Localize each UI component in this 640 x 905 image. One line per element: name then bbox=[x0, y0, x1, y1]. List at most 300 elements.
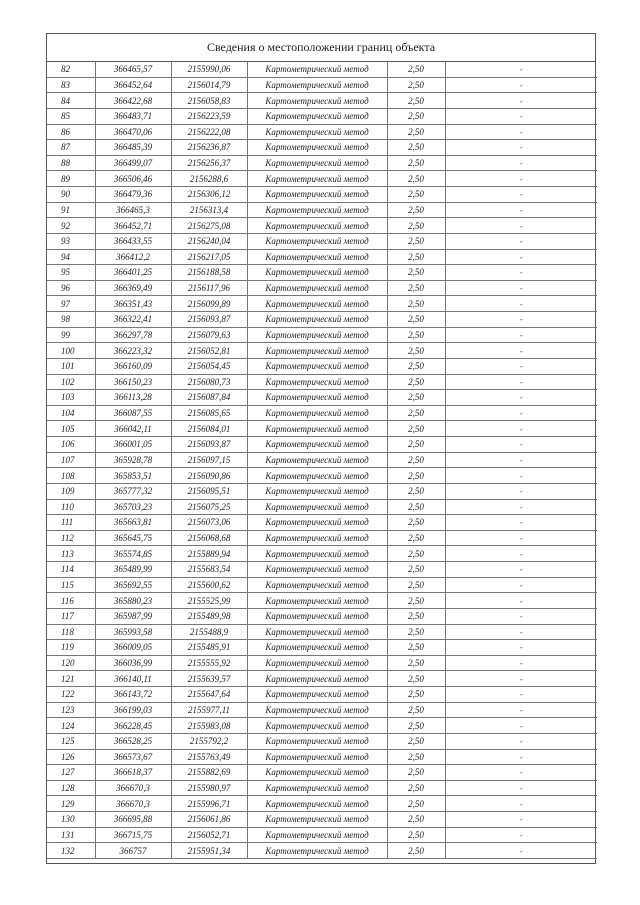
method-cell: Картометрический метод bbox=[247, 562, 387, 578]
table-title: Сведения о местоположении границ объекта bbox=[47, 34, 595, 62]
y-coordinate-cell: 2156068,68 bbox=[171, 530, 247, 546]
y-coordinate-cell: 2156222,08 bbox=[171, 124, 247, 140]
point-number-cell: 90 bbox=[47, 187, 95, 203]
x-coordinate-cell: 366483,71 bbox=[95, 108, 171, 124]
y-coordinate-cell: 2155488,9 bbox=[171, 624, 247, 640]
point-number-cell: 115 bbox=[47, 577, 95, 593]
x-coordinate-cell: 366297,78 bbox=[95, 327, 171, 343]
accuracy-cell: 2,50 bbox=[387, 483, 445, 499]
method-cell: Картометрический метод bbox=[247, 733, 387, 749]
method-cell: Картометрический метод bbox=[247, 780, 387, 796]
dash-cell: - bbox=[445, 718, 597, 734]
x-coordinate-cell: 366140,11 bbox=[95, 671, 171, 687]
table-row bbox=[47, 405, 597, 421]
point-number-cell: 86 bbox=[47, 124, 95, 140]
accuracy-cell: 2,50 bbox=[387, 530, 445, 546]
y-coordinate-cell: 2155889,94 bbox=[171, 546, 247, 562]
table-row bbox=[47, 390, 597, 406]
accuracy-cell: 2,50 bbox=[387, 437, 445, 453]
x-coordinate-cell: 366695,88 bbox=[95, 812, 171, 828]
table-row bbox=[47, 124, 597, 140]
method-cell: Картометрический метод bbox=[247, 421, 387, 437]
method-cell: Картометрический метод bbox=[247, 265, 387, 281]
method-cell: Картометрический метод bbox=[247, 765, 387, 781]
table-row bbox=[47, 515, 597, 531]
y-coordinate-cell: 2156099,89 bbox=[171, 296, 247, 312]
y-coordinate-cell: 2156058,83 bbox=[171, 93, 247, 109]
x-coordinate-cell: 365692,55 bbox=[95, 577, 171, 593]
x-coordinate-cell: 365645,75 bbox=[95, 530, 171, 546]
table-row bbox=[47, 812, 597, 828]
y-coordinate-cell: 2155489,98 bbox=[171, 608, 247, 624]
method-cell: Картометрический метод bbox=[247, 624, 387, 640]
point-number-cell: 121 bbox=[47, 671, 95, 687]
accuracy-cell: 2,50 bbox=[387, 562, 445, 578]
point-number-cell: 103 bbox=[47, 390, 95, 406]
dash-cell: - bbox=[445, 749, 597, 765]
dash-cell: - bbox=[445, 437, 597, 453]
accuracy-cell: 2,50 bbox=[387, 843, 445, 859]
y-coordinate-cell: 2156061,86 bbox=[171, 812, 247, 828]
point-number-cell: 108 bbox=[47, 468, 95, 484]
table-row bbox=[47, 452, 597, 468]
accuracy-cell: 2,50 bbox=[387, 108, 445, 124]
method-cell: Картометрический метод bbox=[247, 671, 387, 687]
x-coordinate-cell: 365987,99 bbox=[95, 608, 171, 624]
accuracy-cell: 2,50 bbox=[387, 343, 445, 359]
y-coordinate-cell: 2155647,64 bbox=[171, 687, 247, 703]
table-row bbox=[47, 718, 597, 734]
x-coordinate-cell: 366485,39 bbox=[95, 140, 171, 156]
table-row bbox=[47, 546, 597, 562]
point-number-cell: 85 bbox=[47, 108, 95, 124]
table-row bbox=[47, 296, 597, 312]
method-cell: Картометрический метод bbox=[247, 608, 387, 624]
table-row bbox=[47, 249, 597, 265]
y-coordinate-cell: 2156097,15 bbox=[171, 452, 247, 468]
dash-cell: - bbox=[445, 515, 597, 531]
method-cell: Картометрический метод bbox=[247, 515, 387, 531]
boundary-table-frame bbox=[46, 33, 596, 864]
dash-cell: - bbox=[445, 843, 597, 859]
point-number-cell: 98 bbox=[47, 312, 95, 328]
point-number-cell: 112 bbox=[47, 530, 95, 546]
accuracy-cell: 2,50 bbox=[387, 233, 445, 249]
point-number-cell: 107 bbox=[47, 452, 95, 468]
method-cell: Картометрический метод bbox=[247, 390, 387, 406]
x-coordinate-cell: 366528,25 bbox=[95, 733, 171, 749]
table-row bbox=[47, 499, 597, 515]
table-row bbox=[47, 655, 597, 671]
accuracy-cell: 2,50 bbox=[387, 374, 445, 390]
x-coordinate-cell: 365993,58 bbox=[95, 624, 171, 640]
x-coordinate-cell: 366618,37 bbox=[95, 765, 171, 781]
y-coordinate-cell: 2156075,25 bbox=[171, 499, 247, 515]
point-number-cell: 129 bbox=[47, 796, 95, 812]
y-coordinate-cell: 2156079,63 bbox=[171, 327, 247, 343]
dash-cell: - bbox=[445, 249, 597, 265]
point-number-cell: 83 bbox=[47, 77, 95, 93]
accuracy-cell: 2,50 bbox=[387, 733, 445, 749]
x-coordinate-cell: 365663,81 bbox=[95, 515, 171, 531]
x-coordinate-cell: 366470,06 bbox=[95, 124, 171, 140]
accuracy-cell: 2,50 bbox=[387, 780, 445, 796]
point-number-cell: 111 bbox=[47, 515, 95, 531]
table-row bbox=[47, 671, 597, 687]
y-coordinate-cell: 2155683,54 bbox=[171, 562, 247, 578]
point-number-cell: 100 bbox=[47, 343, 95, 359]
point-number-cell: 106 bbox=[47, 437, 95, 453]
y-coordinate-cell: 2156223,59 bbox=[171, 108, 247, 124]
x-coordinate-cell: 366401,25 bbox=[95, 265, 171, 281]
point-number-cell: 82 bbox=[47, 62, 95, 77]
point-number-cell: 128 bbox=[47, 780, 95, 796]
point-number-cell: 113 bbox=[47, 546, 95, 562]
point-number-cell: 125 bbox=[47, 733, 95, 749]
point-number-cell: 93 bbox=[47, 233, 95, 249]
accuracy-cell: 2,50 bbox=[387, 593, 445, 609]
dash-cell: - bbox=[445, 233, 597, 249]
dash-cell: - bbox=[445, 358, 597, 374]
dash-cell: - bbox=[445, 187, 597, 203]
y-coordinate-cell: 2155951,34 bbox=[171, 843, 247, 859]
accuracy-cell: 2,50 bbox=[387, 577, 445, 593]
accuracy-cell: 2,50 bbox=[387, 468, 445, 484]
method-cell: Картометрический метод bbox=[247, 452, 387, 468]
dash-cell: - bbox=[445, 765, 597, 781]
dash-cell: - bbox=[445, 702, 597, 718]
x-coordinate-cell: 366670,3 bbox=[95, 780, 171, 796]
x-coordinate-cell: 366087,55 bbox=[95, 405, 171, 421]
table-row bbox=[47, 218, 597, 234]
method-cell: Картометрический метод bbox=[247, 812, 387, 828]
dash-cell: - bbox=[445, 483, 597, 499]
table-row bbox=[47, 77, 597, 93]
method-cell: Картометрический метод bbox=[247, 358, 387, 374]
point-number-cell: 99 bbox=[47, 327, 95, 343]
y-coordinate-cell: 2156090,86 bbox=[171, 468, 247, 484]
accuracy-cell: 2,50 bbox=[387, 608, 445, 624]
y-coordinate-cell: 2155977,11 bbox=[171, 702, 247, 718]
x-coordinate-cell: 366422,68 bbox=[95, 93, 171, 109]
y-coordinate-cell: 2156080,73 bbox=[171, 374, 247, 390]
table-row bbox=[47, 421, 597, 437]
accuracy-cell: 2,50 bbox=[387, 187, 445, 203]
method-cell: Картометрический метод bbox=[247, 77, 387, 93]
accuracy-cell: 2,50 bbox=[387, 265, 445, 281]
point-number-cell: 117 bbox=[47, 608, 95, 624]
dash-cell: - bbox=[445, 218, 597, 234]
x-coordinate-cell: 366228,45 bbox=[95, 718, 171, 734]
x-coordinate-cell: 366715,75 bbox=[95, 827, 171, 843]
x-coordinate-cell: 366757 bbox=[95, 843, 171, 859]
y-coordinate-cell: 2155555,92 bbox=[171, 655, 247, 671]
point-number-cell: 92 bbox=[47, 218, 95, 234]
method-cell: Картометрический метод bbox=[247, 468, 387, 484]
x-coordinate-cell: 365777,32 bbox=[95, 483, 171, 499]
method-cell: Картометрический метод bbox=[247, 218, 387, 234]
dash-cell: - bbox=[445, 312, 597, 328]
point-number-cell: 101 bbox=[47, 358, 95, 374]
method-cell: Картометрический метод bbox=[247, 530, 387, 546]
dash-cell: - bbox=[445, 687, 597, 703]
dash-cell: - bbox=[445, 140, 597, 156]
y-coordinate-cell: 2156014,79 bbox=[171, 77, 247, 93]
dash-cell: - bbox=[445, 655, 597, 671]
y-coordinate-cell: 2156275,08 bbox=[171, 218, 247, 234]
dash-cell: - bbox=[445, 124, 597, 140]
table-row bbox=[47, 702, 597, 718]
accuracy-cell: 2,50 bbox=[387, 827, 445, 843]
method-cell: Картометрический метод bbox=[247, 124, 387, 140]
point-number-cell: 95 bbox=[47, 265, 95, 281]
table-row bbox=[47, 202, 597, 218]
table-row bbox=[47, 530, 597, 546]
dash-cell: - bbox=[445, 390, 597, 406]
dash-cell: - bbox=[445, 546, 597, 562]
x-coordinate-cell: 366573,67 bbox=[95, 749, 171, 765]
coordinates-table-body bbox=[47, 62, 597, 858]
accuracy-cell: 2,50 bbox=[387, 421, 445, 437]
method-cell: Картометрический метод bbox=[247, 749, 387, 765]
method-cell: Картометрический метод bbox=[247, 296, 387, 312]
dash-cell: - bbox=[445, 280, 597, 296]
dash-cell: - bbox=[445, 77, 597, 93]
x-coordinate-cell: 366042,11 bbox=[95, 421, 171, 437]
method-cell: Картометрический метод bbox=[247, 202, 387, 218]
x-coordinate-cell: 366499,07 bbox=[95, 155, 171, 171]
table-row bbox=[47, 437, 597, 453]
accuracy-cell: 2,50 bbox=[387, 640, 445, 656]
table-row bbox=[47, 327, 597, 343]
accuracy-cell: 2,50 bbox=[387, 515, 445, 531]
table-row bbox=[47, 780, 597, 796]
point-number-cell: 124 bbox=[47, 718, 95, 734]
y-coordinate-cell: 2155980,97 bbox=[171, 780, 247, 796]
point-number-cell: 88 bbox=[47, 155, 95, 171]
x-coordinate-cell: 365880,23 bbox=[95, 593, 171, 609]
accuracy-cell: 2,50 bbox=[387, 452, 445, 468]
point-number-cell: 119 bbox=[47, 640, 95, 656]
point-number-cell: 127 bbox=[47, 765, 95, 781]
y-coordinate-cell: 2155983,08 bbox=[171, 718, 247, 734]
accuracy-cell: 2,50 bbox=[387, 671, 445, 687]
method-cell: Картометрический метод bbox=[247, 249, 387, 265]
table-row bbox=[47, 562, 597, 578]
dash-cell: - bbox=[445, 327, 597, 343]
x-coordinate-cell: 365928,78 bbox=[95, 452, 171, 468]
accuracy-cell: 2,50 bbox=[387, 62, 445, 77]
accuracy-cell: 2,50 bbox=[387, 749, 445, 765]
dash-cell: - bbox=[445, 796, 597, 812]
table-row bbox=[47, 312, 597, 328]
method-cell: Картометрический метод bbox=[247, 702, 387, 718]
accuracy-cell: 2,50 bbox=[387, 405, 445, 421]
y-coordinate-cell: 2156256,37 bbox=[171, 155, 247, 171]
x-coordinate-cell: 366433,55 bbox=[95, 233, 171, 249]
x-coordinate-cell: 366369,49 bbox=[95, 280, 171, 296]
table-row bbox=[47, 108, 597, 124]
dash-cell: - bbox=[445, 827, 597, 843]
point-number-cell: 126 bbox=[47, 749, 95, 765]
accuracy-cell: 2,50 bbox=[387, 77, 445, 93]
accuracy-cell: 2,50 bbox=[387, 327, 445, 343]
x-coordinate-cell: 366465,57 bbox=[95, 62, 171, 77]
accuracy-cell: 2,50 bbox=[387, 812, 445, 828]
y-coordinate-cell: 2156084,01 bbox=[171, 421, 247, 437]
table-row bbox=[47, 687, 597, 703]
y-coordinate-cell: 2156217,05 bbox=[171, 249, 247, 265]
y-coordinate-cell: 2156052,81 bbox=[171, 343, 247, 359]
accuracy-cell: 2,50 bbox=[387, 140, 445, 156]
dash-cell: - bbox=[445, 640, 597, 656]
dash-cell: - bbox=[445, 343, 597, 359]
dash-cell: - bbox=[445, 62, 597, 77]
y-coordinate-cell: 2155996,71 bbox=[171, 796, 247, 812]
y-coordinate-cell: 2156073,06 bbox=[171, 515, 247, 531]
table-row bbox=[47, 640, 597, 656]
table-row bbox=[47, 827, 597, 843]
table-row bbox=[47, 733, 597, 749]
method-cell: Картометрический метод bbox=[247, 483, 387, 499]
method-cell: Картометрический метод bbox=[247, 171, 387, 187]
dash-cell: - bbox=[445, 405, 597, 421]
accuracy-cell: 2,50 bbox=[387, 93, 445, 109]
method-cell: Картометрический метод bbox=[247, 827, 387, 843]
accuracy-cell: 2,50 bbox=[387, 218, 445, 234]
table-row bbox=[47, 155, 597, 171]
table-row bbox=[47, 358, 597, 374]
point-number-cell: 118 bbox=[47, 624, 95, 640]
method-cell: Картометрический метод bbox=[247, 327, 387, 343]
method-cell: Картометрический метод bbox=[247, 155, 387, 171]
method-cell: Картометрический метод bbox=[247, 187, 387, 203]
coordinates-table bbox=[47, 62, 597, 859]
method-cell: Картометрический метод bbox=[247, 687, 387, 703]
table-row bbox=[47, 749, 597, 765]
table-row bbox=[47, 374, 597, 390]
y-coordinate-cell: 2156306,12 bbox=[171, 187, 247, 203]
method-cell: Картометрический метод bbox=[247, 718, 387, 734]
y-coordinate-cell: 2156117,96 bbox=[171, 280, 247, 296]
x-coordinate-cell: 366479,36 bbox=[95, 187, 171, 203]
x-coordinate-cell: 366143,72 bbox=[95, 687, 171, 703]
y-coordinate-cell: 2156313,4 bbox=[171, 202, 247, 218]
x-coordinate-cell: 365703,23 bbox=[95, 499, 171, 515]
point-number-cell: 109 bbox=[47, 483, 95, 499]
method-cell: Картометрический метод bbox=[247, 843, 387, 859]
y-coordinate-cell: 2156288,6 bbox=[171, 171, 247, 187]
y-coordinate-cell: 2156188,58 bbox=[171, 265, 247, 281]
dash-cell: - bbox=[445, 593, 597, 609]
dash-cell: - bbox=[445, 671, 597, 687]
x-coordinate-cell: 366113,28 bbox=[95, 390, 171, 406]
accuracy-cell: 2,50 bbox=[387, 499, 445, 515]
point-number-cell: 116 bbox=[47, 593, 95, 609]
table-row bbox=[47, 624, 597, 640]
x-coordinate-cell: 366150,23 bbox=[95, 374, 171, 390]
accuracy-cell: 2,50 bbox=[387, 702, 445, 718]
y-coordinate-cell: 2156054,45 bbox=[171, 358, 247, 374]
y-coordinate-cell: 2156093,87 bbox=[171, 437, 247, 453]
accuracy-cell: 2,50 bbox=[387, 124, 445, 140]
table-row bbox=[47, 233, 597, 249]
point-number-cell: 123 bbox=[47, 702, 95, 718]
accuracy-cell: 2,50 bbox=[387, 155, 445, 171]
x-coordinate-cell: 366670,3 bbox=[95, 796, 171, 812]
x-coordinate-cell: 366506,46 bbox=[95, 171, 171, 187]
table-row bbox=[47, 187, 597, 203]
dash-cell: - bbox=[445, 296, 597, 312]
point-number-cell: 91 bbox=[47, 202, 95, 218]
point-number-cell: 104 bbox=[47, 405, 95, 421]
method-cell: Картометрический метод bbox=[247, 577, 387, 593]
accuracy-cell: 2,50 bbox=[387, 312, 445, 328]
point-number-cell: 89 bbox=[47, 171, 95, 187]
x-coordinate-cell: 365853,51 bbox=[95, 468, 171, 484]
table-row bbox=[47, 62, 597, 77]
table-row bbox=[47, 93, 597, 109]
method-cell: Картометрический метод bbox=[247, 546, 387, 562]
x-coordinate-cell: 366322,41 bbox=[95, 312, 171, 328]
table-row bbox=[47, 796, 597, 812]
method-cell: Картометрический метод bbox=[247, 233, 387, 249]
y-coordinate-cell: 2156052,71 bbox=[171, 827, 247, 843]
point-number-cell: 130 bbox=[47, 812, 95, 828]
point-number-cell: 131 bbox=[47, 827, 95, 843]
y-coordinate-cell: 2155600,62 bbox=[171, 577, 247, 593]
dash-cell: - bbox=[445, 108, 597, 124]
accuracy-cell: 2,50 bbox=[387, 687, 445, 703]
method-cell: Картометрический метод bbox=[247, 499, 387, 515]
table-row bbox=[47, 280, 597, 296]
dash-cell: - bbox=[445, 530, 597, 546]
accuracy-cell: 2,50 bbox=[387, 202, 445, 218]
method-cell: Картометрический метод bbox=[247, 374, 387, 390]
dash-cell: - bbox=[445, 608, 597, 624]
dash-cell: - bbox=[445, 265, 597, 281]
accuracy-cell: 2,50 bbox=[387, 765, 445, 781]
point-number-cell: 110 bbox=[47, 499, 95, 515]
dash-cell: - bbox=[445, 780, 597, 796]
table-row bbox=[47, 265, 597, 281]
y-coordinate-cell: 2156240,04 bbox=[171, 233, 247, 249]
dash-cell: - bbox=[445, 155, 597, 171]
dash-cell: - bbox=[445, 733, 597, 749]
x-coordinate-cell: 366452,71 bbox=[95, 218, 171, 234]
method-cell: Картометрический метод bbox=[247, 655, 387, 671]
y-coordinate-cell: 2155525,99 bbox=[171, 593, 247, 609]
y-coordinate-cell: 2156095,51 bbox=[171, 483, 247, 499]
x-coordinate-cell: 366223,32 bbox=[95, 343, 171, 359]
point-number-cell: 94 bbox=[47, 249, 95, 265]
point-number-cell: 122 bbox=[47, 687, 95, 703]
point-number-cell: 120 bbox=[47, 655, 95, 671]
table-row bbox=[47, 593, 597, 609]
accuracy-cell: 2,50 bbox=[387, 655, 445, 671]
y-coordinate-cell: 2156087,84 bbox=[171, 390, 247, 406]
table-row bbox=[47, 343, 597, 359]
accuracy-cell: 2,50 bbox=[387, 546, 445, 562]
accuracy-cell: 2,50 bbox=[387, 796, 445, 812]
dash-cell: - bbox=[445, 499, 597, 515]
point-number-cell: 114 bbox=[47, 562, 95, 578]
dash-cell: - bbox=[445, 374, 597, 390]
method-cell: Картометрический метод bbox=[247, 108, 387, 124]
method-cell: Картометрический метод bbox=[247, 280, 387, 296]
accuracy-cell: 2,50 bbox=[387, 358, 445, 374]
method-cell: Картометрический метод bbox=[247, 93, 387, 109]
